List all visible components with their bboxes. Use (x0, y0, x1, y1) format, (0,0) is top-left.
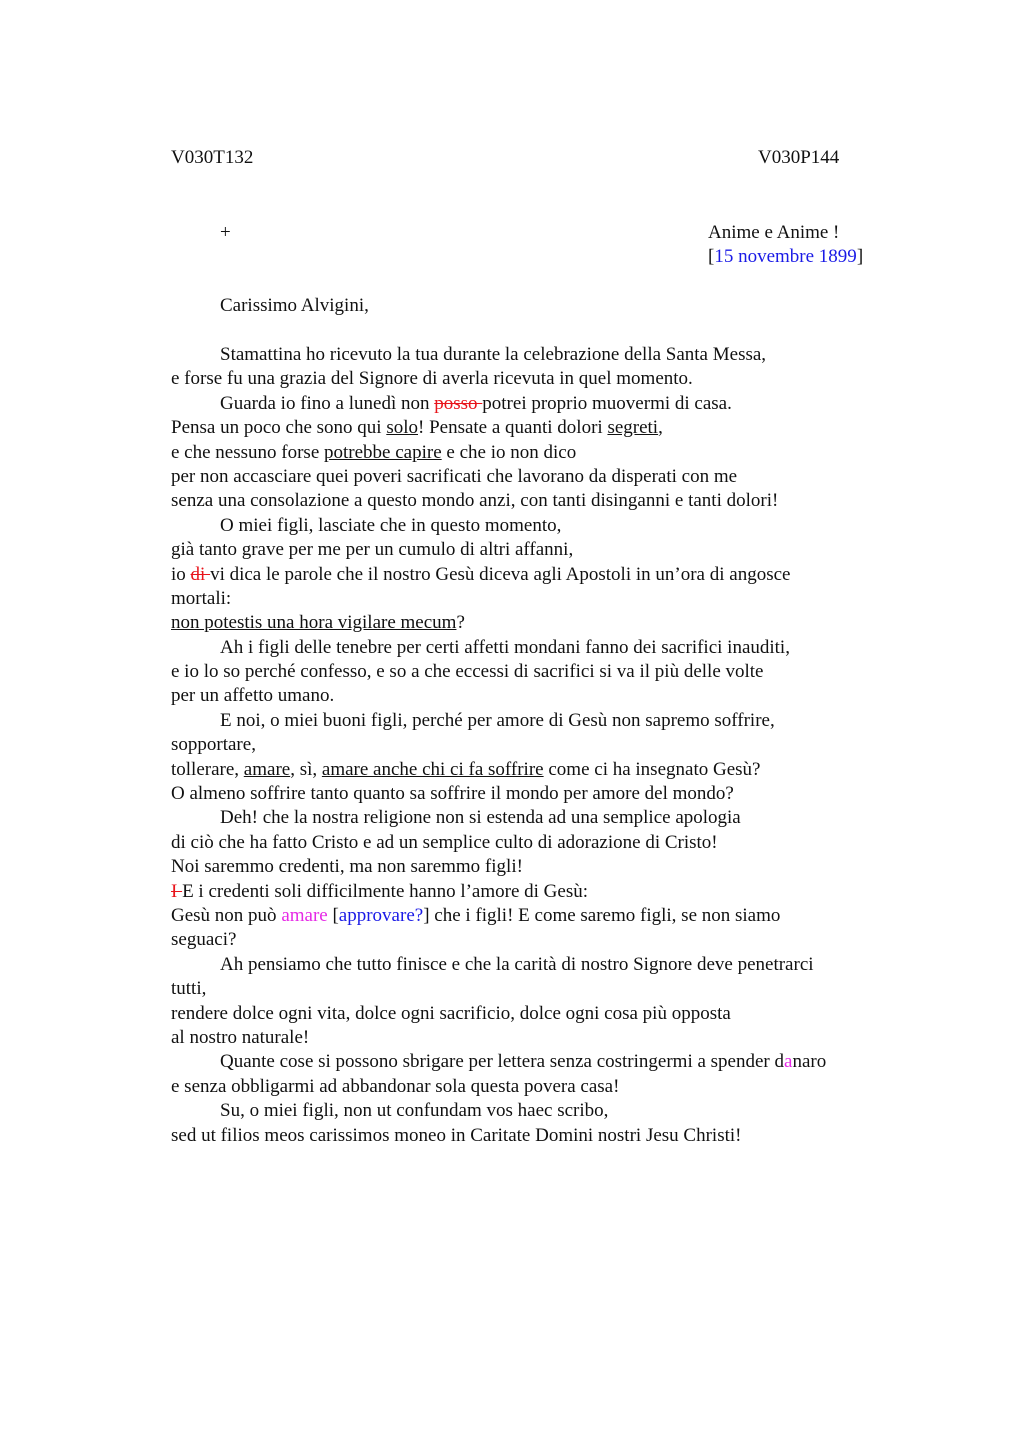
text-run: io (171, 563, 191, 585)
date-bracket-close: ] (856, 246, 864, 267)
salutation: Carissimo Alvigini, (220, 295, 369, 316)
text-line: tutti, (171, 978, 207, 1000)
text-line: e io lo so perché confesso, e so a che eccessi di sacrifici si va il più delle volte (171, 661, 764, 683)
text-line: seguaci? (171, 929, 237, 951)
text-line (171, 611, 891, 635)
text-run: ! Pensate a quanti dolori (418, 417, 608, 439)
text-run: ] che i figli! E come saremo figli, se non siamo (423, 904, 781, 926)
text-line (171, 441, 891, 465)
text-line: Su, o miei figli, non ut confundam vos haec scribo, (220, 1100, 609, 1122)
letter-title: Anime e Anime ! (708, 222, 840, 243)
text-line (171, 563, 891, 587)
underlined-text: non potestis una hora vigilare mecum (171, 612, 457, 634)
text-run: Pensa un poco che sono qui (171, 417, 387, 439)
date-text: 15 novembre 1899 (714, 246, 857, 267)
text-run: tollerare, (171, 758, 244, 780)
underlined-text: solo (386, 417, 418, 439)
text-run: naro (792, 1051, 827, 1073)
text-line (171, 904, 891, 928)
text-run: vi dica le parole che il nostro Gesù diceva agli Apostoli in un’ora di angosce (210, 563, 791, 585)
variant-text: a (784, 1051, 793, 1073)
text-line: E noi, o miei buoni figli, perché per amore di Gesù non sapremo soffrire, (220, 709, 775, 731)
text-line: Ah i figli delle tenebre per certi affetti mondani fanno dei sacrifici inauditi, (220, 636, 790, 658)
underlined-text: segreti (607, 417, 659, 439)
text-run: come ci ha insegnato Gesù? (543, 758, 761, 780)
text-line: e forse fu una grazia del Signore di averla ricevuta in quel momento. (171, 368, 693, 390)
text-run: e che nessuno forse (171, 441, 325, 463)
text-line: senza una consolazione a questo mondo anzi, con tanti disinganni e tanti dolori! (171, 490, 779, 512)
text-line: sopportare, (171, 734, 256, 756)
text-line: per non accasciare quei poveri sacrificati che lavorano da disperati con me (171, 465, 738, 487)
text-line: rendere dolce ogni vita, dolce ogni sacrificio, dolce ogni cosa più opposta (171, 1002, 731, 1024)
underlined-text: amare (243, 758, 291, 780)
text-line: Noi saremmo credenti, ma non saremmo figli! (171, 856, 523, 878)
text-line: mortali: (171, 587, 232, 609)
document-code-right: V030P144 (758, 147, 840, 168)
text-line: Ah pensiamo che tutto finisce e che la carità di nostro Signore deve penetrarci (220, 953, 814, 975)
deleted-text: posso (434, 392, 483, 414)
text-run: E i credenti soli difficilmente hanno l’amore di Gesù: (182, 880, 588, 902)
text-line (171, 416, 891, 440)
text-run: ? (456, 612, 465, 634)
underlined-text: amare anche chi ci fa soffrire (321, 758, 544, 780)
text-line: O miei figli, lasciate che in questo momento, (220, 514, 562, 536)
text-line: Stamattina ho ricevuto la tua durante la celebrazione della Santa Messa, (220, 344, 767, 365)
letter-date (708, 245, 863, 269)
text-line (171, 880, 891, 904)
text-line: per un affetto umano. (171, 685, 335, 707)
text-run: potrei proprio muovermi di casa. (482, 392, 732, 414)
text-run: Quante cose si possono sbrigare per lettera senza costringermi a spender d (220, 1051, 784, 1073)
text-run: Gesù non può (171, 904, 282, 926)
text-line: Deh! che la nostra religione non si estenda ad una semplice apologia (220, 807, 741, 829)
cross-mark: + (220, 222, 231, 243)
editorial-text: approvare? (338, 904, 424, 926)
deleted-text: I (171, 880, 183, 902)
text-line: O almeno soffrire tanto quanto sa soffrire il mondo per amore del mondo? (171, 783, 734, 805)
text-run: , (658, 417, 663, 439)
text-line: al nostro naturale! (171, 1026, 310, 1048)
text-run: [ (327, 904, 339, 926)
text-line (171, 758, 891, 782)
variant-text: amare (281, 904, 328, 926)
text-line (171, 1050, 891, 1074)
text-line: sed ut filios meos carissimos moneo in Caritate Domini nostri Jesu Christi! (171, 1124, 742, 1146)
text-run: , sì, (290, 758, 322, 780)
text-run: Guarda io fino a lunedì non (220, 392, 435, 414)
text-run: e che io non dico (441, 441, 577, 463)
text-line: e senza obbligarmi ad abbandonar sola questa povera casa! (171, 1075, 620, 1097)
text-line (171, 392, 891, 416)
underlined-text: potrebbe capire (324, 441, 442, 463)
text-line: di ciò che ha fatto Cristo e ad un semplice culto di adorazione di Cristo! (171, 831, 718, 853)
text-line: già tanto grave per me per un cumulo di altri affanni, (171, 539, 574, 561)
document-code-left: V030T132 (171, 147, 254, 168)
deleted-text: di (190, 563, 211, 585)
date-bracket-open: [ (708, 246, 715, 267)
letter-body (171, 343, 891, 1148)
